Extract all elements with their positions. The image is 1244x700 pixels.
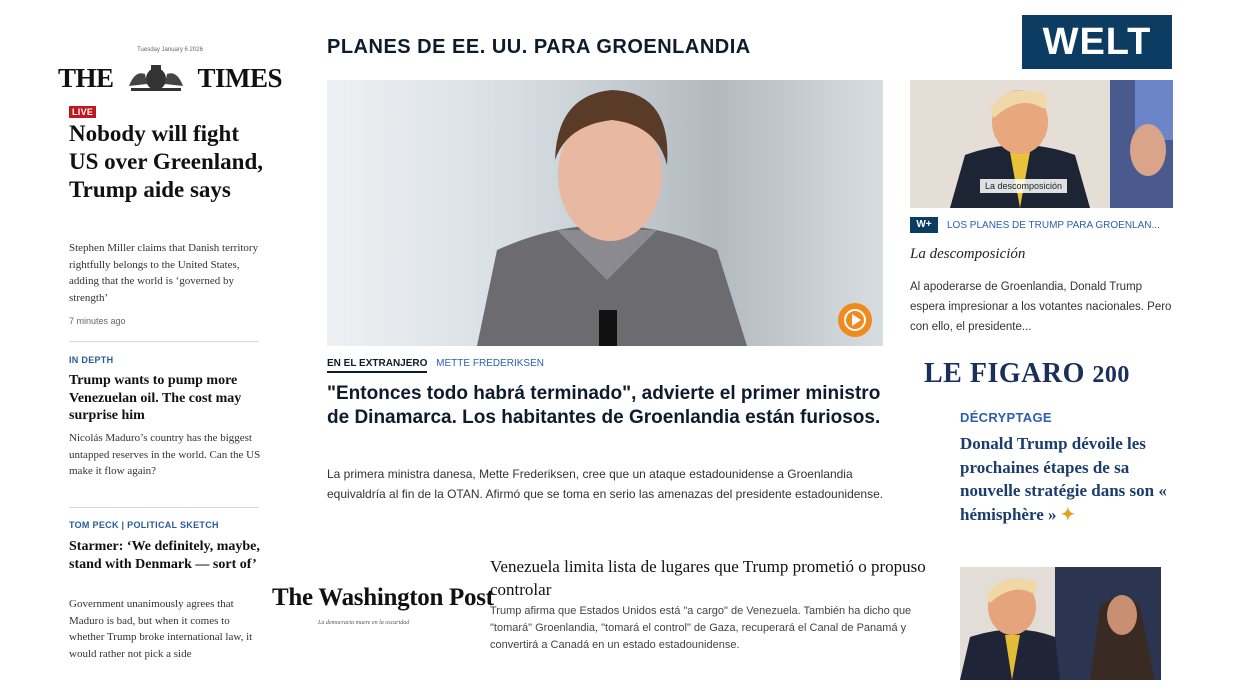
- hero-image[interactable]: [327, 80, 883, 346]
- times-lead-summary: Stephen Miller claims that Danish territory rightfully belongs to the United States, adding that the world is ‘governed by strength’: [69, 242, 259, 304]
- times-logo-left: THE: [58, 62, 114, 93]
- times-story3-kicker[interactable]: TOM PECK | POLITICAL SKETCH: [69, 520, 219, 530]
- play-button[interactable]: [838, 303, 872, 337]
- trump-interview-photo: [960, 567, 1161, 680]
- times-date: Tuesday January 6 2026: [137, 47, 203, 53]
- image-caption: La descomposición: [980, 179, 1067, 193]
- tag-frederiksen[interactable]: METTE FREDERIKSEN: [436, 358, 544, 369]
- times-lead-headline[interactable]: Nobody will fight US over Greenland, Trump aide says: [69, 121, 264, 202]
- frederiksen-photo: [327, 80, 883, 346]
- wapo-headline[interactable]: Venezuela limita lista de lugares que Trump prometió o propuso controlar: [490, 557, 926, 599]
- welt-logo[interactable]: WELT: [1022, 15, 1172, 69]
- play-icon: [838, 303, 872, 337]
- welt-headline[interactable]: La descomposición: [910, 246, 1026, 262]
- washington-post-logo[interactable]: The Washington Post: [272, 584, 494, 611]
- article-tags: [327, 358, 544, 369]
- figaro-article-image[interactable]: [960, 567, 1161, 680]
- figaro-headline[interactable]: [960, 432, 1170, 526]
- le-figaro-name: LE FIGARO: [924, 358, 1085, 389]
- divider: [69, 341, 259, 342]
- times-logo-right: TIMES: [197, 62, 282, 93]
- times-story3-summary: Government unanimously agrees that Maduro is bad, but when it comes to whether Trump broke international law, it would rather not pick a side: [69, 598, 253, 660]
- figaro-sprig-icon: ✦: [1060, 504, 1075, 524]
- washington-post-tagline: La democracia muere en la oscuridad: [318, 620, 410, 626]
- times-story2-kicker[interactable]: IN DEPTH: [69, 355, 114, 365]
- royal-crest-icon: [125, 64, 187, 92]
- times-story2-headline[interactable]: Trump wants to pump more Venezuelan oil. The cost may surprise him: [69, 373, 242, 423]
- figaro-kicker[interactable]: DÉCRYPTAGE: [960, 410, 1052, 425]
- tag-foreign[interactable]: EN EL EXTRANJERO: [327, 358, 427, 373]
- times-story3-headline[interactable]: Starmer: ‘We definitely, maybe, stand with Denmark — sort of’: [69, 539, 260, 572]
- divider: [69, 507, 259, 508]
- times-logo[interactable]: [58, 62, 282, 94]
- welt-summary: Al apoderarse de Groenlandia, Donald Trump espera impresionar a los votantes nacionales. Pero con ello, el presidente...: [910, 281, 1172, 333]
- times-story2-summary: Nicolás Maduro’s country has the biggest untapped reserves in the world. Can the US make it flow again?: [69, 432, 261, 477]
- live-badge: LIVE: [69, 106, 96, 118]
- section-title[interactable]: PLANES DE EE. UU. PARA GROENLANDIA: [327, 36, 751, 58]
- times-lead-timestamp: 7 minutes ago: [69, 316, 126, 326]
- wapo-summary: Trump afirma que Estados Unidos está "a cargo" de Venezuela. También ha dicho que "tomará" Groenlandia, "tomará el control" de Gaza, recuperará el Canal de Panamá y convertirá a Canadá en un estado estadounidense.: [490, 605, 912, 651]
- main-headline[interactable]: "Entonces todo habrá terminado", advierte el primer ministro de Dinamarca. Los habitantes de Groenlandia están furiosos.: [327, 383, 881, 428]
- le-figaro-logo[interactable]: [924, 358, 1192, 390]
- welt-plus-badge: W+: [910, 217, 938, 233]
- le-figaro-anniversary: 200: [1092, 362, 1130, 388]
- main-summary: La primera ministra danesa, Mette Frederiksen, cree que un ataque estadounidense a Groenlandia equivaldría al fin de la OTAN. Afirmó que se toma en serio las amenazas del presidente estadounidense.: [327, 467, 884, 501]
- welt-kicker[interactable]: LOS PLANES DE TRUMP PARA GROENLAN...: [947, 220, 1160, 231]
- figaro-headline-text: Donald Trump dévoile les prochaines étapes de sa nouvelle stratégie dans son « hémisphère »: [960, 434, 1167, 524]
